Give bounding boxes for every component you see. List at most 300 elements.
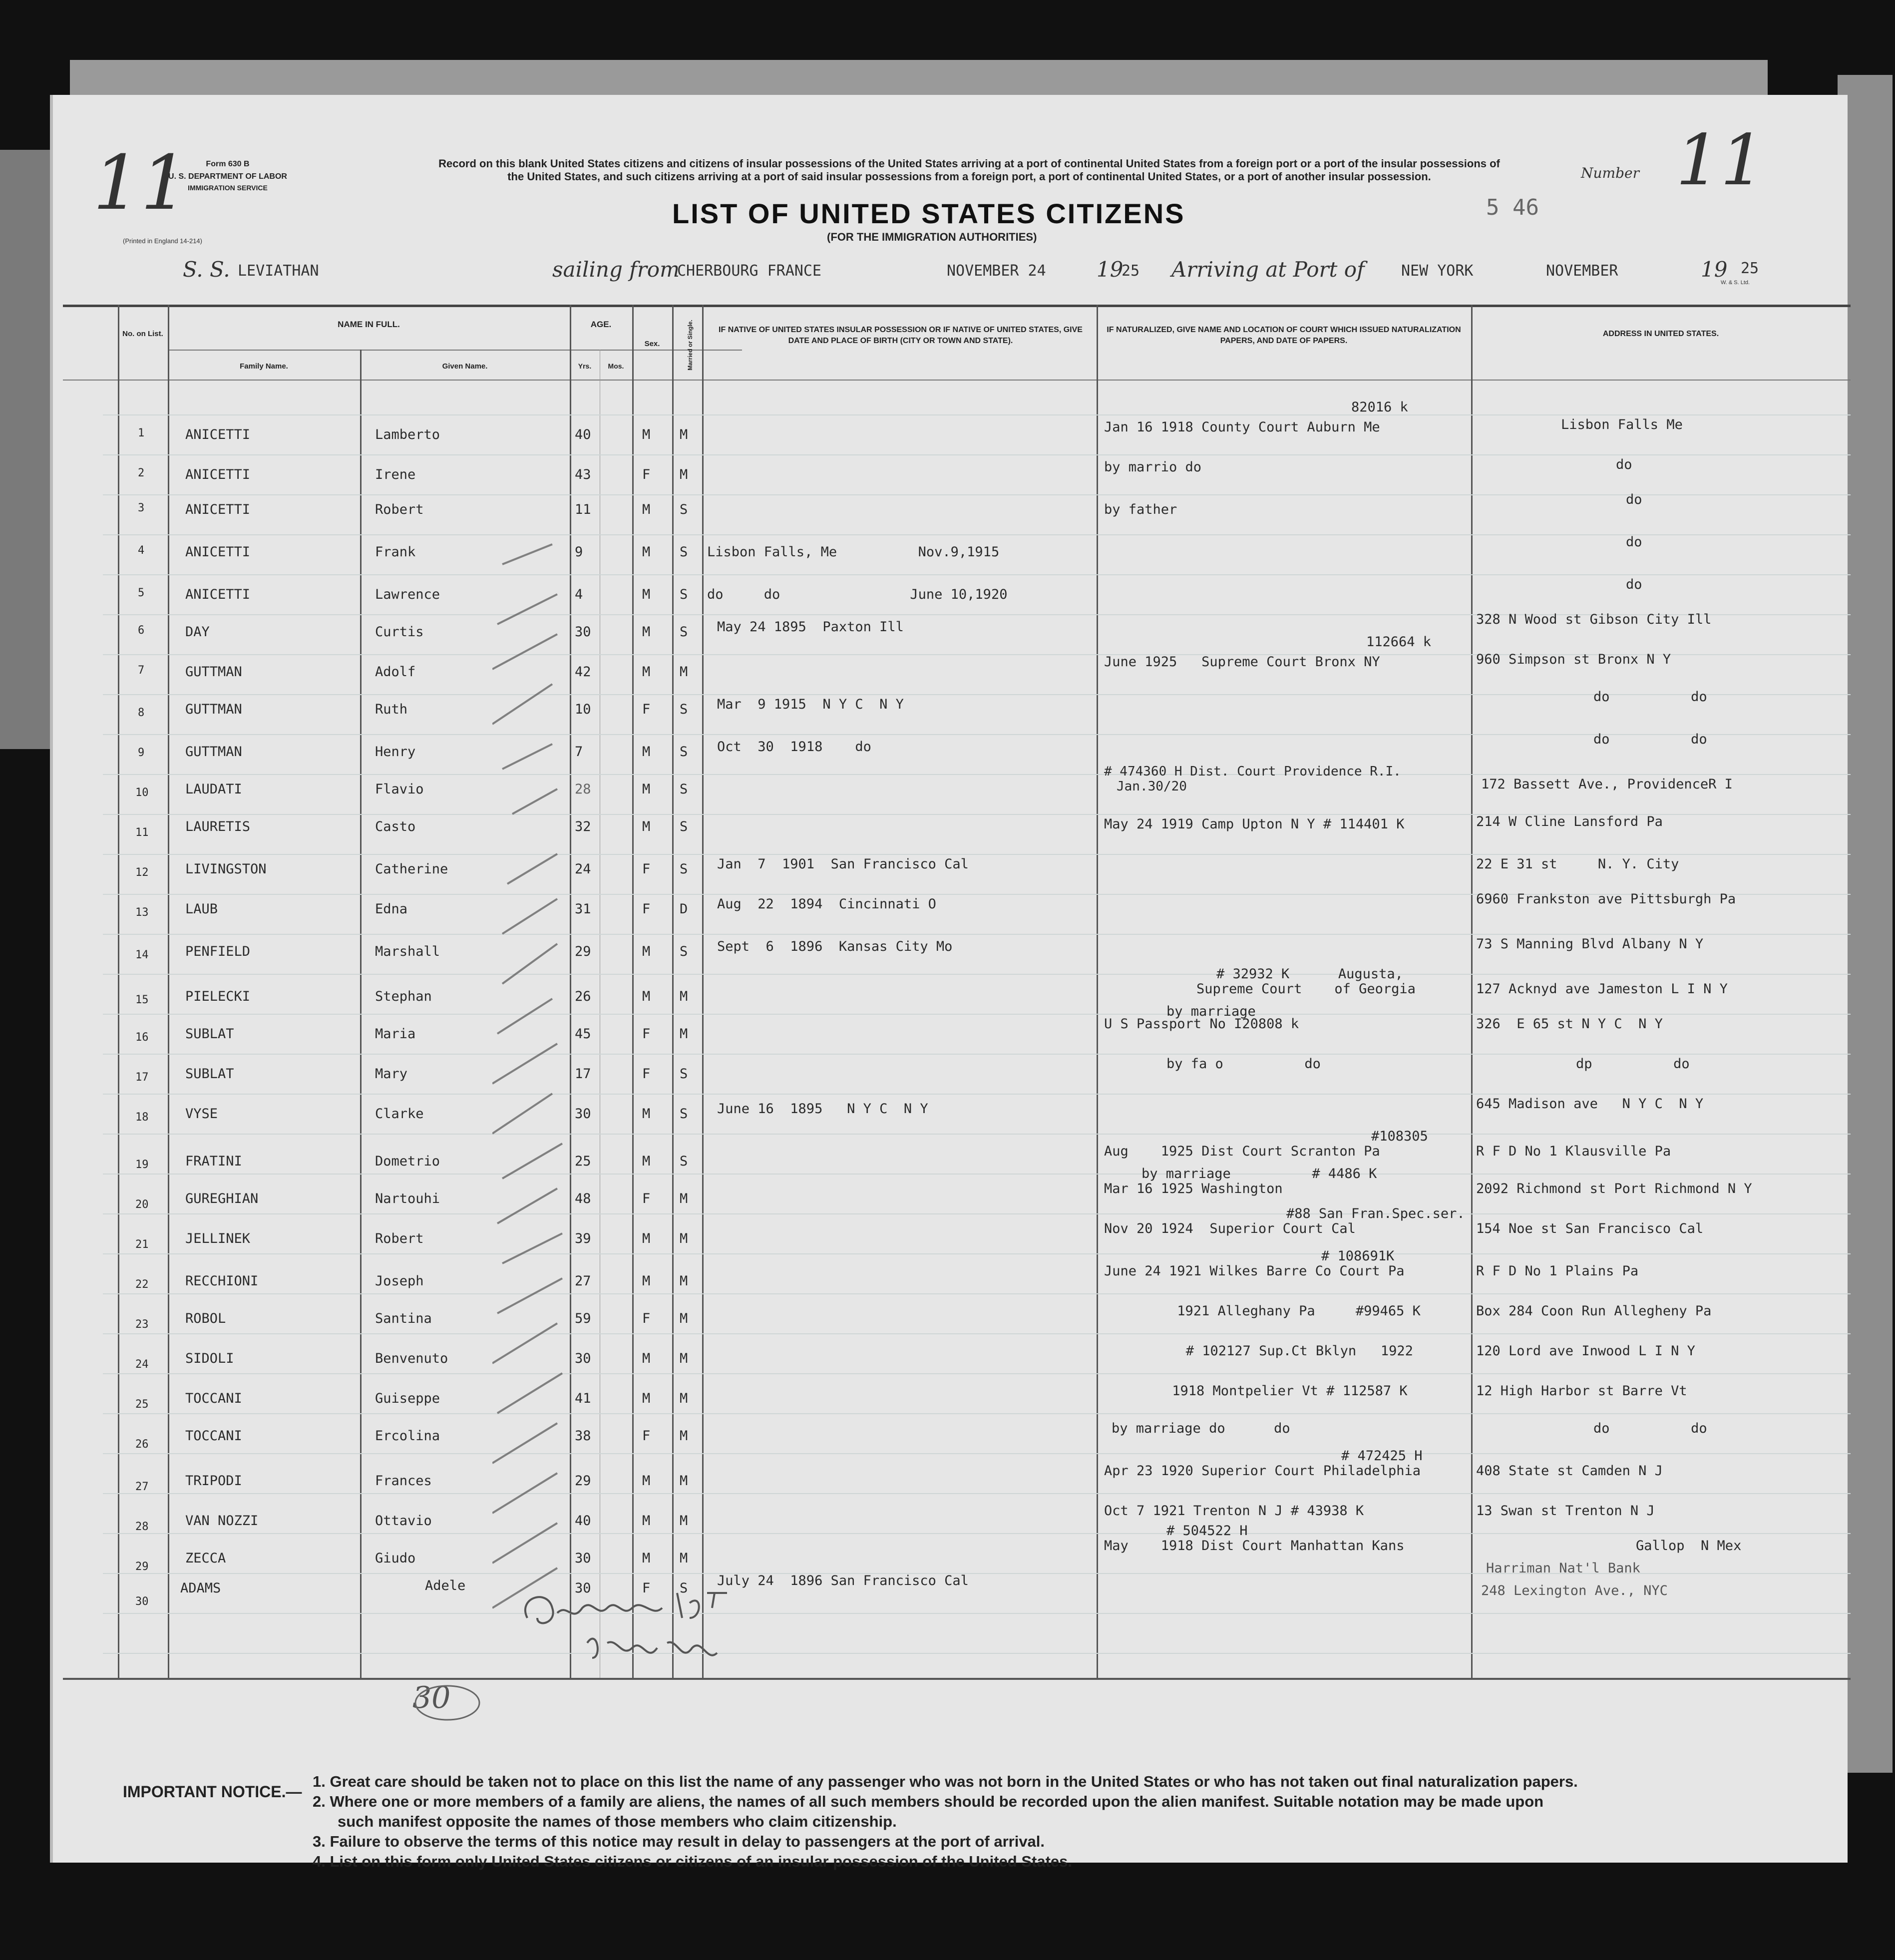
- age: 24: [575, 861, 591, 877]
- age: 38: [575, 1428, 591, 1444]
- notice-item-2: 2. Where one or more members of a family are aliens, the names of all such members should be recorded upon the alien manifest. Suitable notation may be made upon: [313, 1793, 1544, 1810]
- row-no: 6: [138, 624, 145, 637]
- age: 28: [575, 782, 591, 797]
- address: 13 Swan st Trenton N J: [1476, 1503, 1655, 1519]
- number-value: 11: [1676, 120, 1765, 201]
- address: dp do: [1576, 1056, 1690, 1072]
- given-name: Marshall: [375, 944, 440, 959]
- address: 172 Bassett Ave., ProvidenceR I: [1481, 777, 1733, 792]
- form-number: Form 630 B: [206, 160, 250, 168]
- naturalization-note: #88 San Fran.Spec.ser.: [1286, 1206, 1465, 1221]
- col-line-ms: [672, 305, 674, 1678]
- given-name: Robert: [375, 502, 424, 517]
- sex: M: [642, 1351, 651, 1366]
- naturalization: by father: [1104, 502, 1177, 517]
- age: 4: [575, 587, 583, 602]
- birth-info: July 24 1896 San Francisco Cal: [717, 1573, 969, 1588]
- birth-info: May 24 1895 Paxton Ill: [717, 619, 904, 635]
- address: Lisbon Falls Me: [1561, 417, 1683, 432]
- address: R F D No 1 Plains Pa: [1476, 1263, 1639, 1279]
- row-no: 20: [135, 1198, 149, 1211]
- family-name: ZECCA: [185, 1551, 226, 1566]
- given-name: Maria: [375, 1026, 416, 1042]
- address: Box 284 Coon Run Allegheny Pa: [1476, 1303, 1712, 1319]
- naturalization-note: 82016 k: [1351, 399, 1408, 415]
- year-suffix-1: 25: [1122, 262, 1140, 280]
- marital-status: M: [680, 1311, 688, 1326]
- given-name: Irene: [375, 467, 416, 482]
- family-name: JELLINEK: [185, 1231, 251, 1246]
- address: 960 Simpson st Bronx N Y: [1476, 652, 1671, 667]
- age: 7: [575, 744, 583, 760]
- sex: M: [642, 1231, 651, 1246]
- sex: M: [642, 819, 651, 834]
- row-no: 8: [138, 707, 145, 719]
- marital-status: S: [680, 819, 688, 834]
- naturalization-note: # 474360 H Dist. Court Providence R.I.: [1104, 764, 1401, 779]
- marital-status: S: [680, 587, 688, 602]
- given-name: Robert: [375, 1231, 424, 1246]
- age: 43: [575, 467, 591, 482]
- row-no: 9: [138, 747, 145, 759]
- given-name: Stephan: [375, 989, 432, 1004]
- marital-status: S: [680, 782, 688, 797]
- arriving-label: Arriving at Port of: [1171, 257, 1365, 282]
- sailing-from: CHERBOURG FRANCE: [677, 262, 821, 280]
- given-name: Flavio: [375, 782, 424, 797]
- marital-status: D: [680, 901, 688, 917]
- row-no: 26: [135, 1438, 149, 1451]
- address: 154 Noe st San Francisco Cal: [1476, 1221, 1704, 1236]
- marital-status: S: [680, 861, 688, 877]
- given-name: Santina: [375, 1311, 432, 1326]
- family-name: DAY: [185, 624, 210, 640]
- sex: M: [642, 1106, 651, 1122]
- row-no: 12: [135, 866, 149, 879]
- naturalization: by marriage do do: [1112, 1421, 1290, 1436]
- birth-info: June 16 1895 N Y C N Y: [717, 1101, 928, 1117]
- marital-status: S: [680, 544, 688, 560]
- family-name: VAN NOZZI: [185, 1513, 259, 1529]
- address: Harriman Nat'l Bank: [1486, 1561, 1640, 1576]
- age: 39: [575, 1231, 591, 1246]
- sex: M: [642, 624, 651, 640]
- handwritten-total: 30: [412, 1680, 451, 1715]
- sailing-from-label: sailing from: [552, 257, 680, 282]
- table-bottom-border: [63, 1678, 1851, 1680]
- page-subtitle: (FOR THE IMMIGRATION AUTHORITIES): [827, 231, 1037, 243]
- age: 11: [575, 502, 591, 517]
- marital-status: M: [680, 1231, 688, 1246]
- naturalization: May 1918 Dist Court Manhattan Kans: [1104, 1538, 1405, 1554]
- sex: M: [642, 1273, 651, 1289]
- family-name: SUBLAT: [185, 1026, 234, 1042]
- sex: M: [642, 782, 651, 797]
- address: 214 W Cline Lansford Pa: [1476, 814, 1663, 829]
- row-no: 30: [135, 1595, 149, 1608]
- naturalization: Mar 16 1925 Washington: [1104, 1181, 1283, 1196]
- marital-status: M: [680, 467, 688, 482]
- address: 326 E 65 st N Y C N Y: [1476, 1016, 1663, 1032]
- given-name: Edna: [375, 901, 408, 917]
- age: 29: [575, 944, 591, 959]
- age: 48: [575, 1191, 591, 1206]
- marital-status: M: [680, 1551, 688, 1566]
- family-name: GUTTMAN: [185, 664, 242, 680]
- row-no: 4: [138, 544, 145, 557]
- family-name: RECCHIONI: [185, 1273, 259, 1289]
- year-prefix-1: 19: [1097, 257, 1124, 282]
- address: do do: [1593, 689, 1707, 705]
- naturalization: 1918 Montpelier Vt # 112587 K: [1132, 1383, 1408, 1399]
- sex: M: [642, 427, 651, 442]
- given-name: Ruth: [375, 702, 408, 717]
- form-instructions: Record on this blank United States citizens and citizens of insular possessions of the United States arriving at a port of continental United States from a foreign port or a port of the insular possessions of the United States, and such citizens arriving at a port of said insular possessions from a foreign port, a port of continental United States, or a port of another insular possession.: [438, 157, 1500, 183]
- notice-item-2-cont: such manifest opposite the names of those members who claim citizenship.: [338, 1813, 897, 1830]
- col-header-native: IF NATIVE OF UNITED STATES INSULAR POSSESSION OR IF NATIVE OF UNITED STATES, GIVE DATE AND PLACE OF BIRTH (CITY OR TOWN AND STATE).: [719, 326, 1083, 345]
- family-name: VYSE: [185, 1106, 218, 1122]
- page-title: LIST OF UNITED STATES CITIZENS: [672, 198, 1185, 229]
- given-name: Nartouhi: [375, 1191, 440, 1206]
- row-no: 27: [135, 1481, 149, 1493]
- age: 30: [575, 1351, 591, 1366]
- given-name: Ercolina: [375, 1428, 440, 1444]
- age: 30: [575, 1551, 591, 1566]
- row-no: 23: [135, 1318, 149, 1331]
- address: Gallop N Mex: [1636, 1538, 1742, 1554]
- address: do: [1626, 577, 1642, 592]
- family-name: ANICETTI: [185, 587, 251, 602]
- age: 30: [575, 624, 591, 640]
- family-name: TOCCANI: [185, 1428, 242, 1444]
- row-no: 24: [135, 1358, 149, 1371]
- col-line-sex: [632, 305, 634, 1678]
- given-name: Giudo: [375, 1551, 416, 1566]
- inspector-signature: [517, 1588, 777, 1668]
- family-name: PIELECKI: [185, 989, 251, 1004]
- given-name: Dometrio: [375, 1154, 440, 1169]
- address: do: [1626, 492, 1642, 507]
- age: 9: [575, 544, 583, 560]
- birth-info: Lisbon Falls, Me Nov.9,1915: [707, 544, 1000, 560]
- age: 32: [575, 819, 591, 834]
- marital-status: M: [680, 664, 688, 680]
- naturalization: Jan 16 1918 County Court Auburn Me: [1104, 419, 1380, 435]
- address: 2092 Richmond st Port Richmond N Y: [1476, 1181, 1752, 1196]
- row-no: 22: [135, 1278, 149, 1291]
- marital-status: S: [680, 1580, 688, 1596]
- sex: F: [642, 861, 651, 877]
- col-line-address: [1471, 305, 1473, 1678]
- birth-info: Oct 30 1918 do: [717, 739, 871, 755]
- notice-item-3: 3. Failure to observe the terms of this notice may result in delay to passengers at the port of arrival.: [313, 1833, 1045, 1850]
- given-name: Frank: [375, 544, 416, 560]
- address: 408 State st Camden N J: [1476, 1463, 1663, 1479]
- sex: M: [642, 1551, 651, 1566]
- col-header-age: AGE.: [590, 320, 612, 329]
- table-top-border: [63, 305, 1851, 307]
- naturalization: June 1925 Supreme Court Bronx NY: [1104, 654, 1380, 670]
- given-name: Lamberto: [375, 427, 440, 442]
- given-name: Joseph: [375, 1273, 424, 1289]
- printed-note: (Printed in England 14-214): [123, 237, 202, 245]
- row-no: 3: [138, 502, 145, 514]
- row-no: 16: [135, 1031, 149, 1044]
- row-no: 13: [135, 906, 149, 919]
- given-name: Clarke: [375, 1106, 424, 1122]
- birth-info: Aug 22 1894 Cincinnati O: [717, 896, 936, 912]
- sex: F: [642, 901, 651, 917]
- age: 29: [575, 1473, 591, 1489]
- naturalization: by fa o do: [1166, 1056, 1321, 1072]
- sex: F: [642, 1191, 651, 1206]
- naturalization: U S Passport No I20808 k: [1104, 1016, 1299, 1032]
- col-header-sex: Sex.: [644, 340, 660, 348]
- naturalization-note: 112664 k: [1366, 634, 1432, 650]
- address: 127 Acknyd ave Jameston L I N Y: [1476, 981, 1728, 997]
- marital-status: S: [680, 944, 688, 959]
- naturalization-note: # 504522 H: [1166, 1523, 1248, 1539]
- row-no: 15: [135, 994, 149, 1006]
- naturalization: by marrio do: [1104, 459, 1202, 475]
- year-suffix-2: 25: [1741, 260, 1759, 277]
- family-name: LAURETIS: [185, 819, 251, 834]
- arrival-port: NEW YORK: [1401, 262, 1474, 280]
- marital-status: M: [680, 989, 688, 1004]
- sex: M: [642, 1473, 651, 1489]
- given-name: Henry: [375, 744, 416, 760]
- sex: M: [642, 1391, 651, 1406]
- family-name: PENFIELD: [185, 944, 251, 959]
- family-name: ANICETTI: [185, 502, 251, 517]
- department-label: U. S. DEPARTMENT OF LABOR: [168, 172, 287, 181]
- marital-status: M: [680, 1513, 688, 1529]
- naturalization: Apr 23 1920 Superior Court Philadelphia: [1104, 1463, 1421, 1479]
- address: 120 Lord ave Inwood L I N Y: [1476, 1343, 1695, 1359]
- marital-status: M: [680, 427, 688, 442]
- row-no: 28: [135, 1521, 149, 1533]
- manifest-sheet: [50, 95, 1848, 1870]
- row-no: 18: [135, 1111, 149, 1124]
- family-name: GUTTMAN: [185, 744, 242, 760]
- row-no: 10: [135, 786, 149, 799]
- sex: F: [642, 1311, 651, 1326]
- sex: M: [642, 944, 651, 959]
- back-sheet-left: [0, 150, 50, 749]
- address: R F D No 1 Klausville Pa: [1476, 1144, 1671, 1159]
- age: 25: [575, 1154, 591, 1169]
- naturalization: Aug 1925 Dist Court Scranton Pa: [1104, 1144, 1380, 1159]
- naturalization: 1921 Alleghany Pa #99465 K: [1137, 1303, 1421, 1319]
- row-no: 5: [138, 587, 145, 599]
- marital-status: M: [680, 1391, 688, 1406]
- sex: F: [642, 1428, 651, 1444]
- age: 45: [575, 1026, 591, 1042]
- sex: M: [642, 544, 651, 560]
- handwritten-list-number: 11: [93, 140, 188, 227]
- given-name: Casto: [375, 819, 416, 834]
- given-name: Adolf: [375, 664, 416, 680]
- sex: M: [642, 989, 651, 1004]
- family-name: ANICETTI: [185, 544, 251, 560]
- sex: F: [642, 467, 651, 482]
- marital-status: S: [680, 502, 688, 517]
- marital-status: S: [680, 1154, 688, 1169]
- address: do do: [1593, 1421, 1707, 1436]
- given-name: Ottavio: [375, 1513, 432, 1529]
- family-name: LAUB: [185, 901, 218, 917]
- marital-status: M: [680, 1351, 688, 1366]
- row-no: 17: [135, 1071, 149, 1084]
- given-name: Guiseppe: [375, 1391, 440, 1406]
- naturalization: Supreme Court of Georgia: [1196, 981, 1416, 997]
- row-no: 21: [135, 1238, 149, 1251]
- sex: M: [642, 744, 651, 760]
- row-no: 29: [135, 1561, 149, 1573]
- row-no: 7: [138, 664, 145, 677]
- marital-status: M: [680, 1473, 688, 1489]
- notice-item-4: 4. List on this form only United States citizens or citizens of an insular possession of the United States.: [313, 1853, 1072, 1870]
- family-name: FRATINI: [185, 1154, 242, 1169]
- age: 30: [575, 1106, 591, 1122]
- col-header-married: Married or Single.: [687, 320, 694, 371]
- birth-info: Jan 7 1901 San Francisco Cal: [717, 856, 969, 872]
- sex: F: [642, 702, 651, 717]
- family-name: ANICETTI: [185, 467, 251, 482]
- row-no: 14: [135, 949, 149, 961]
- age: 30: [575, 1580, 591, 1596]
- birth-info: do do June 10,1920: [707, 587, 1008, 602]
- marital-status: M: [680, 1191, 688, 1206]
- sex: F: [642, 1066, 651, 1082]
- col-header-family: Family Name.: [240, 362, 288, 371]
- col-line-no: [118, 305, 119, 1678]
- family-name: GUREGHIAN: [185, 1191, 259, 1206]
- arrival-month: NOVEMBER: [1546, 262, 1618, 280]
- naturalization-note: by marriage # 4486 K: [1141, 1166, 1377, 1181]
- given-name: Adele: [425, 1578, 466, 1593]
- stamp: 5 46: [1486, 195, 1539, 220]
- notice-label: IMPORTANT NOTICE.—: [123, 1783, 302, 1801]
- age: 40: [575, 427, 591, 442]
- address-line-2: 248 Lexington Ave., NYC: [1481, 1583, 1668, 1598]
- given-name: Benvenuto: [375, 1351, 448, 1366]
- row-no: 25: [135, 1398, 149, 1411]
- sex: M: [642, 1513, 651, 1529]
- age: 17: [575, 1066, 591, 1082]
- sex: M: [642, 502, 651, 517]
- address: 328 N Wood st Gibson City Ill: [1476, 612, 1712, 627]
- given-name: Catherine: [375, 861, 448, 877]
- naturalization-note: #108305: [1371, 1129, 1428, 1144]
- col-header-address: ADDRESS IN UNITED STATES.: [1602, 330, 1719, 338]
- birth-info: Sept 6 1896 Kansas City Mo: [717, 939, 953, 954]
- given-name: Lawrence: [375, 587, 440, 602]
- check-marks: [492, 534, 622, 1683]
- marital-status: M: [680, 1273, 688, 1289]
- age: 41: [575, 1391, 591, 1406]
- age: 27: [575, 1273, 591, 1289]
- family-name: TOCCANI: [185, 1391, 242, 1406]
- col-header-no: No. on List.: [122, 330, 163, 338]
- sex: F: [642, 1580, 651, 1596]
- address: 22 E 31 st N. Y. City: [1476, 856, 1679, 872]
- ship-prefix: S. S.: [183, 257, 230, 282]
- sex: F: [642, 1026, 651, 1042]
- address: do: [1616, 457, 1632, 472]
- naturalization: May 24 1919 Camp Upton N Y # 114401 K: [1104, 816, 1405, 832]
- col-line-native: [702, 305, 704, 1678]
- row-no: 11: [135, 826, 149, 839]
- ship-name: LEVIATHAN: [238, 262, 319, 280]
- number-label: Number: [1581, 165, 1639, 181]
- age: 26: [575, 989, 591, 1004]
- sex: M: [642, 587, 651, 602]
- address: do: [1626, 534, 1642, 550]
- family-name: SUBLAT: [185, 1066, 234, 1082]
- col-header-yrs: Yrs.: [578, 362, 592, 370]
- family-name: TRIPODI: [185, 1473, 242, 1489]
- given-name: Frances: [375, 1473, 432, 1489]
- family-name: ANICETTI: [185, 427, 251, 442]
- service-label: IMMIGRATION SERVICE: [188, 184, 268, 192]
- sex: M: [642, 1154, 651, 1169]
- family-name: ROBOL: [185, 1311, 226, 1326]
- address: 12 High Harbor st Barre Vt: [1476, 1383, 1687, 1399]
- naturalization: # 102127 Sup.Ct Bklyn 1922: [1161, 1343, 1413, 1359]
- age: 42: [575, 664, 591, 680]
- row-no: 2: [138, 467, 145, 479]
- name-subheader-divider: [168, 350, 742, 351]
- year-prefix-2: 19: [1701, 257, 1728, 282]
- row-no: 1: [138, 427, 145, 439]
- col-header-name: NAME IN FULL.: [338, 320, 400, 329]
- address: 6960 Frankston ave Pittsburgh Pa: [1476, 891, 1736, 907]
- naturalization: Oct 7 1921 Trenton N J # 43938 K: [1104, 1503, 1364, 1519]
- sex: M: [642, 664, 651, 680]
- naturalization: Jan.30/20: [1117, 779, 1187, 794]
- marital-status: M: [680, 1026, 688, 1042]
- family-name: ADAMS: [180, 1580, 221, 1596]
- family-name: SIDOLI: [185, 1351, 234, 1366]
- col-line-family: [168, 305, 169, 1678]
- address: do do: [1593, 732, 1707, 747]
- marital-status: S: [680, 1106, 688, 1122]
- naturalization-note: by marriage: [1166, 1004, 1256, 1019]
- naturalization: Nov 20 1924 Superior Court Cal: [1104, 1221, 1356, 1236]
- notice-item-1: 1. Great care should be taken not to place on this list the name of any passenger who was not born in the United States or who has not taken out final naturalization papers.: [313, 1773, 1578, 1790]
- col-header-mos: Mos.: [608, 362, 624, 370]
- naturalization-note: # 472425 H: [1341, 1448, 1423, 1464]
- printer-mark: W. & S. Ltd.: [1721, 280, 1750, 286]
- col-header-naturalized: IF NATURALIZED, GIVE NAME AND LOCATION OF COURT WHICH ISSUED NATURALIZATION PAPERS, AND DATE OF PAPERS.: [1107, 326, 1461, 345]
- marital-status: S: [680, 744, 688, 760]
- family-name: GUTTMAN: [185, 702, 242, 717]
- age: 59: [575, 1311, 591, 1326]
- age: 10: [575, 702, 591, 717]
- marital-status: S: [680, 1066, 688, 1082]
- given-name: Curtis: [375, 624, 424, 640]
- birth-info: Mar 9 1915 N Y C N Y: [717, 697, 904, 712]
- family-name: LAUDATI: [185, 782, 242, 797]
- age: 40: [575, 1513, 591, 1529]
- naturalization-note: # 108691K: [1321, 1248, 1395, 1264]
- naturalization-note: # 32932 K Augusta,: [1216, 966, 1403, 982]
- marital-status: S: [680, 624, 688, 640]
- col-header-given: Given Name.: [442, 362, 488, 371]
- address: 645 Madison ave N Y C N Y: [1476, 1096, 1704, 1112]
- col-line-naturalized: [1097, 305, 1098, 1678]
